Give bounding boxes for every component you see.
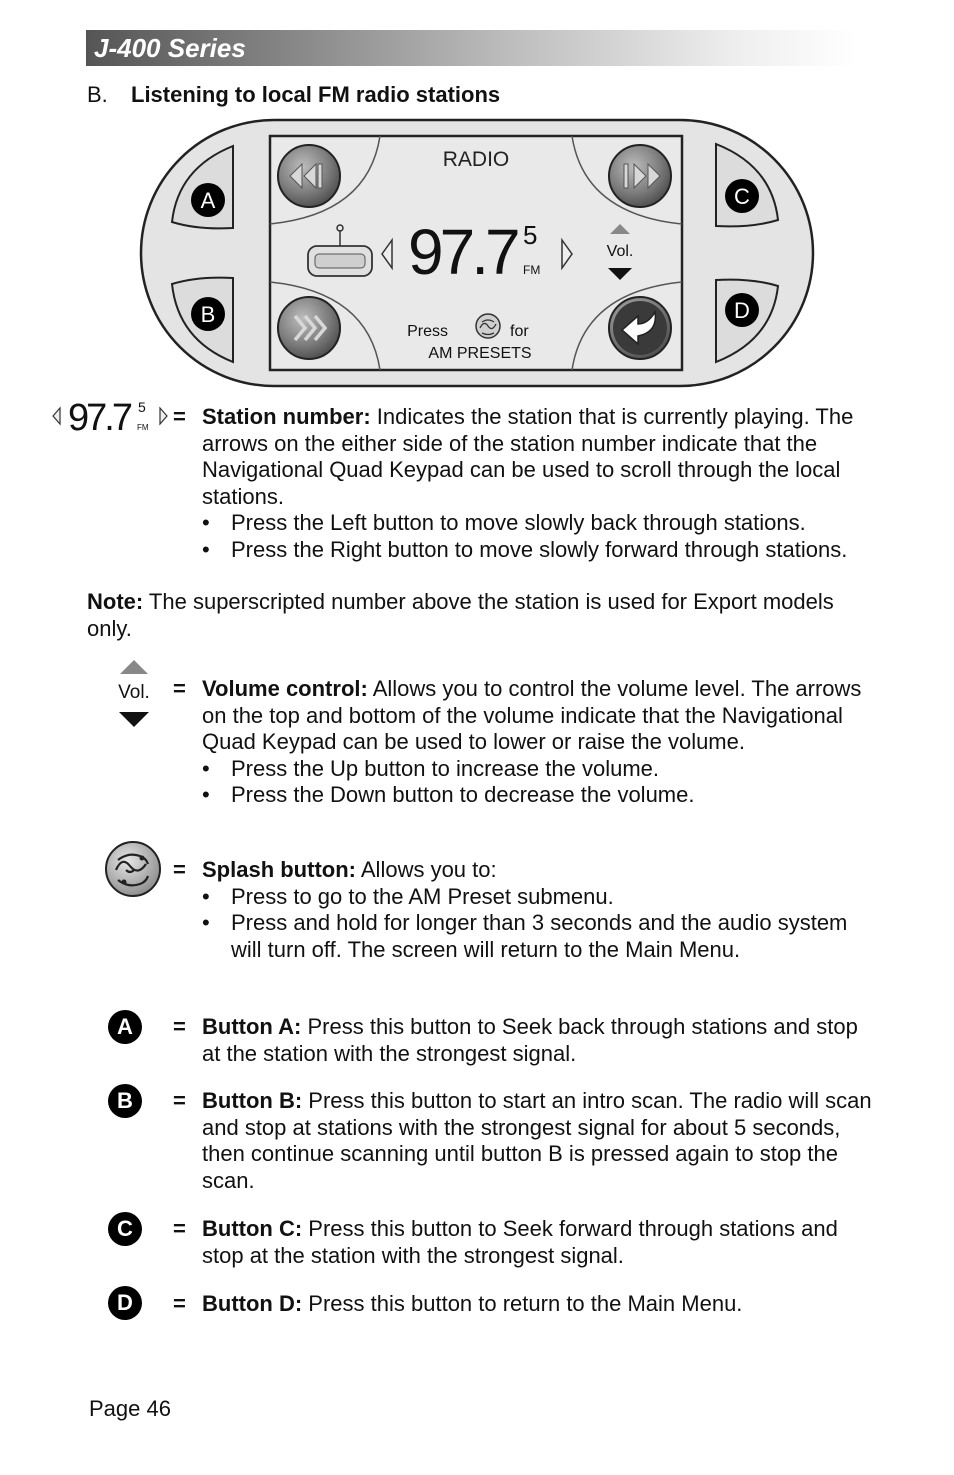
station-legend-icon [50,392,172,436]
button-d-title: Button D: [202,1291,303,1316]
list-item: • Press the Up button to increase the volume. [202,756,882,783]
header-bar [86,30,856,66]
band-label: FM [523,263,541,277]
equals-sign: = [173,676,186,701]
volume-description [202,676,882,809]
equals-sign: = [173,404,186,429]
button-c-title: Button C: [202,1216,303,1241]
button-b-icon: B [108,1084,142,1118]
equals-sign: = [173,1014,186,1039]
splash-label: Splash button: [202,857,356,882]
button-c-description [202,1216,882,1269]
splash-small-icon[interactable] [476,314,500,338]
button-c-label: C [734,184,750,209]
button-d-label: D [734,298,750,323]
note-text: The superscripted number above the station is used for Export models only. [87,589,834,641]
button-b-text: Press this button to start an intro scan. The radio will scan and stop at stations with the strongest signal for about 5 seconds, then continue scanning until button B is pressed again to stop the scan. [202,1088,872,1193]
button-a-label: A [200,188,216,213]
frequency-display: 97.7 [408,216,517,288]
button-b-description [202,1088,882,1194]
volume-legend-icon [110,656,160,732]
button-a-title: Button A: [202,1014,302,1039]
return-icon[interactable] [609,297,671,359]
section-title: Listening to local FM radio stations [131,82,501,107]
station-label: Station number: [202,404,371,429]
seek-forward-icon[interactable] [609,145,671,207]
section-letter: B. [87,82,108,107]
volume-label-bold: Volume control: [202,676,368,701]
list-item: • Press and hold for longer than 3 seconds and the audio system will turn off. The screen will return to the Main Menu. [202,910,882,963]
button-a-icon: A [108,1010,142,1044]
splash-icon [104,840,162,898]
button-c-text: Press this button to Seek forward through stations and stop at the station with the strongest signal. [202,1216,838,1268]
radio-device-illustration [138,118,816,390]
equals-sign: = [173,1088,186,1113]
button-a-text: Press this button to Seek back through stations and stop at the station with the strongest signal. [202,1014,858,1066]
button-d-text: Press this button to return to the Main Menu. [302,1291,743,1316]
station-description [202,404,882,564]
screen-title: RADIO [442,148,510,171]
legend-volume-label: Vol. [118,682,150,703]
button-b-title: Button B: [202,1088,303,1113]
scan-icon[interactable] [278,297,340,359]
volume-text: Allows you to control the volume level. The arrows on the top and bottom of the volume indicate that the Navigational Quad Keypad can be used to lower or raise the volume. [202,676,862,755]
button-d-description [202,1291,882,1318]
equals-sign: = [173,857,186,882]
note [87,589,867,642]
splash-description [202,857,882,963]
list-item: • Press the Left button to move slowly back through stations. [202,510,882,537]
frequency-superscript: 5 [523,220,538,250]
legend-superscript: 5 [138,399,146,415]
section-heading [87,82,500,108]
button-c-icon: C [108,1212,142,1246]
button-b-label: B [200,302,216,327]
list-item: • Press to go to the AM Preset submenu. [202,884,882,911]
button-a-description [202,1014,882,1067]
station-text: Indicates the station that is currently playing. The arrows on the either side of the station number indicate that the Navigational Quad Keypad can be used to scroll through the local stations. [202,404,854,509]
page-number: Page 46 [89,1396,171,1421]
header-title: J-400 Series [94,33,246,63]
legend-band: FM [137,423,149,432]
press-text: Press [407,323,448,340]
list-item: • Press the Right button to move slowly forward through stations. [202,537,882,564]
list-item: • Press the Down button to decrease the volume. [202,782,882,809]
for-text: for [510,323,529,340]
seek-back-icon[interactable] [278,145,340,207]
volume-label: Vol. [606,243,634,260]
button-d-icon: D [108,1286,142,1320]
legend-frequency: 97.7 [68,397,130,436]
am-presets-text: AM PRESETS [428,345,532,362]
note-label: Note: [87,589,144,614]
equals-sign: = [173,1216,186,1241]
equals-sign: = [173,1291,186,1316]
splash-text: Allows you to: [355,857,497,882]
